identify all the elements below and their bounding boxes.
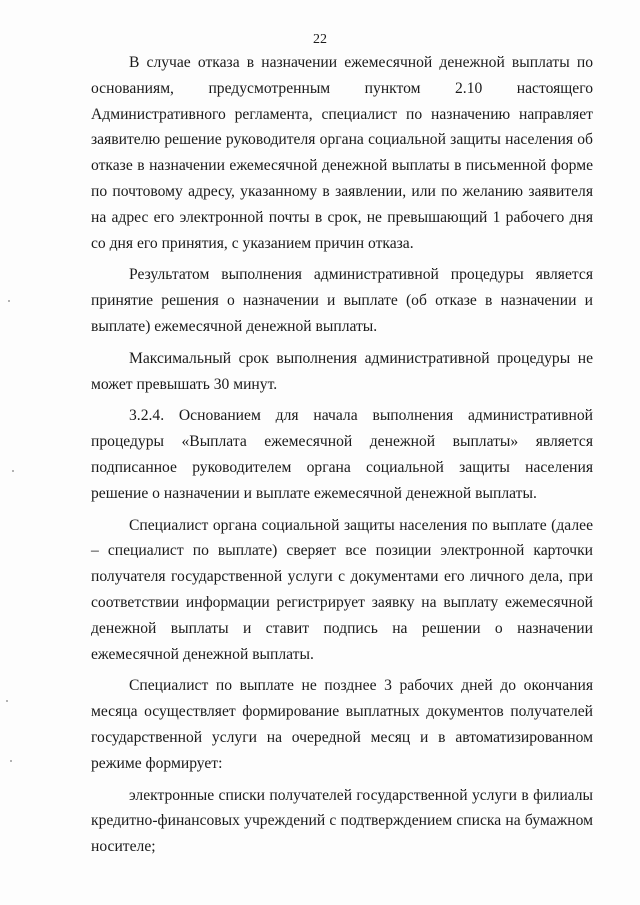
paragraph-payment-documents: Специалист по выплате не позднее 3 рабочих дней до окончания месяца осуществляет формирование выплатных документов получателей государственной услуги на очередной месяц и в автоматизированном режиме формирует: <box>91 677 593 772</box>
paragraph-max-duration: Максимальный срок выполнения административной процедуры не может превышать 30 минут. <box>91 349 593 393</box>
scan-speck <box>8 300 10 302</box>
paragraph-refusal-notice: В случае отказа в назначении ежемесячной денежной выплаты по основаниям, предусмотренным пунктом 2.10 настоящего Административного регламента, специалист по назначению направляет заявителю решение руководителя органа социальной защиты населения об отказе в назначении ежемесячной денежной выплаты в письменной форме по почтовому адресу, указанному в заявлении, или по желанию заявителя на адрес его электронной почты в срок, не превышающий 1 рабочего дня со дня его принятия, с указанием причин отказа. <box>91 54 593 252</box>
page-number: 22 <box>313 32 327 47</box>
body-text <box>91 50 593 866</box>
paragraph-procedure-result: Результатом выполнения административной процедуры является принятие решения о назначении и выплате (об отказе в назначении и выплате) ежемесячной денежной выплаты. <box>91 266 593 335</box>
scan-speck <box>6 700 8 702</box>
scan-speck <box>10 760 12 762</box>
scan-speck <box>12 470 14 472</box>
paragraph-section-3-2-4: 3.2.4. Основанием для начала выполнения административной процедуры «Выплата ежемесячной денежной выплаты» является подписанное руководителем органа социальной защиты населения решение о назначении и выплате ежемесячной денежной выплаты. <box>91 407 593 502</box>
paragraph-payment-specialist: Специалист органа социальной защиты населения по выплате (далее – специалист по выплате) сверяет все позиции электронной карточки получателя государственной услуги с документами его личного дела, при соответствии информации регистрирует заявку на выплату ежемесячной денежной выплаты и ставит подпись на решении о назначении ежемесячной денежной выплаты. <box>91 516 593 663</box>
paragraph-electronic-lists: электронные списки получателей государственной услуги в филиалы кредитно-финансовых учреждений с подтверждением списка на бумажном носителе; <box>91 786 593 856</box>
